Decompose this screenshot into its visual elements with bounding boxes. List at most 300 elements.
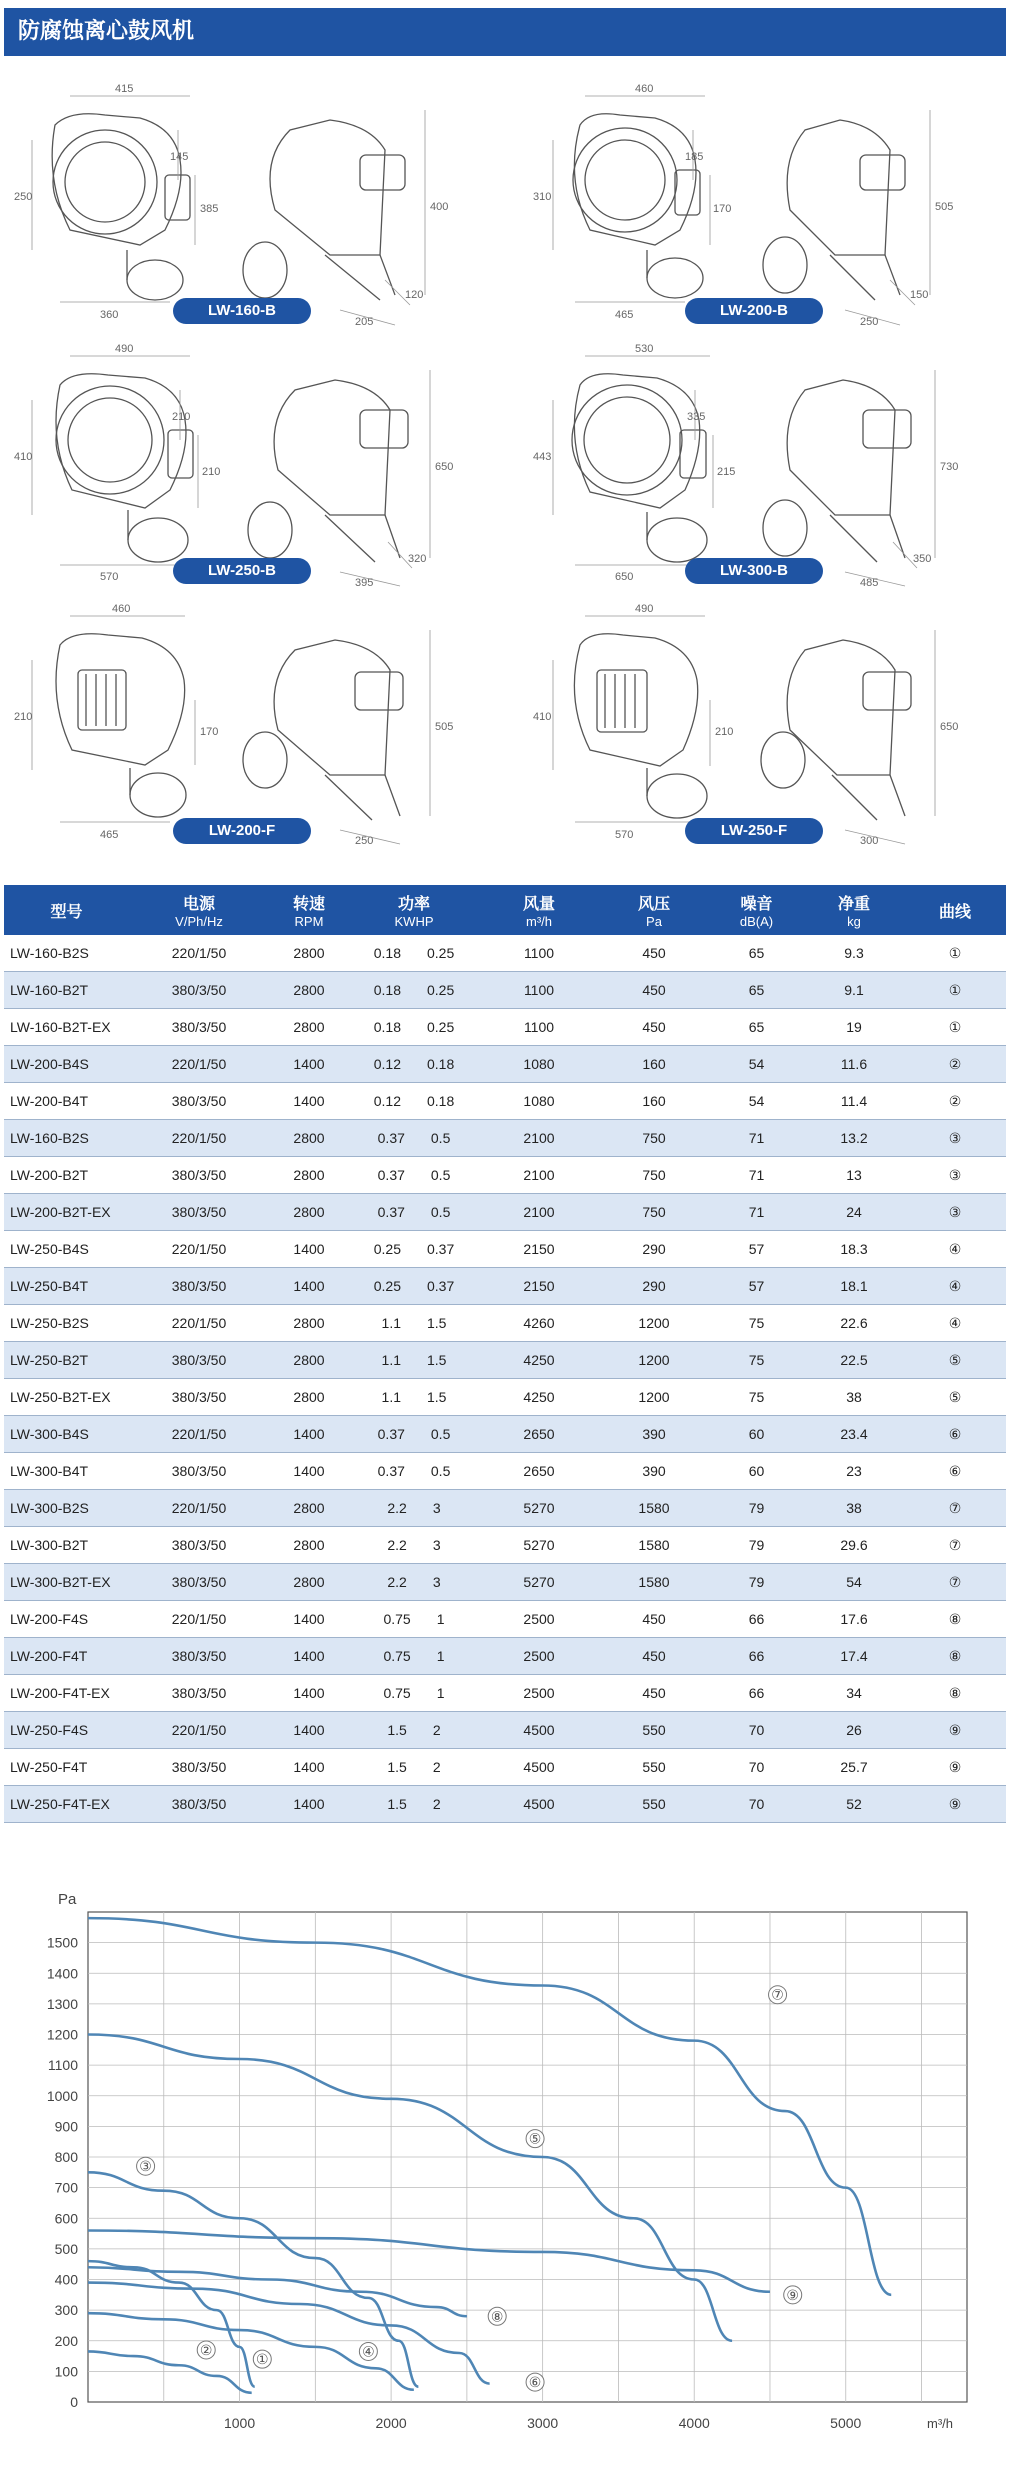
cell-rpm: 1400 — [269, 1268, 349, 1305]
cell-kw: 0.75 — [383, 1685, 411, 1701]
cell-model: LW-300-B2T — [4, 1527, 129, 1564]
cell-rpm: 1400 — [269, 1416, 349, 1453]
cell-kg: 23.4 — [804, 1416, 904, 1453]
cell-supply: 380/3/50 — [129, 1157, 269, 1194]
cell-pa: 1200 — [599, 1305, 709, 1342]
dim-label: 250 — [860, 316, 879, 328]
cell-kg: 52 — [804, 1786, 904, 1823]
cell-db: 57 — [709, 1231, 804, 1268]
cell-flow: 2100 — [479, 1120, 599, 1157]
page-title: 防腐蚀离心鼓风机 — [4, 8, 1006, 56]
dim-label: 385 — [200, 203, 219, 215]
cell-curve: ③ — [904, 1194, 1006, 1231]
dim-label: 335 — [687, 411, 706, 423]
cell-rpm: 1400 — [269, 1083, 349, 1120]
cell-supply: 220/1/50 — [129, 1305, 269, 1342]
spec-table — [4, 885, 1006, 1823]
cell-db: 57 — [709, 1268, 804, 1305]
cell-db: 60 — [709, 1416, 804, 1453]
cell-rpm: 1400 — [269, 1046, 349, 1083]
cell-model: LW-250-B4S — [4, 1231, 129, 1268]
curve-label: ④ — [362, 2344, 375, 2361]
cell-power — [349, 1268, 479, 1305]
cell-kg: 11.6 — [804, 1046, 904, 1083]
fan-drawing — [0, 70, 505, 330]
cell-power — [349, 1712, 479, 1749]
cell-kg: 25.7 — [804, 1749, 904, 1786]
cell-curve: ⑦ — [904, 1527, 1006, 1564]
drawing-cell-lw-300-b — [505, 330, 1010, 590]
cell-kw: 0.37 — [377, 1463, 405, 1479]
cell-kg: 18.3 — [804, 1231, 904, 1268]
cell-hp: 1.5 — [427, 1352, 447, 1368]
cell-hp: 1.5 — [427, 1315, 447, 1331]
cell-supply: 220/1/50 — [129, 1231, 269, 1268]
y-tick-label: 400 — [54, 2271, 78, 2288]
cell-hp: 3 — [432, 1500, 441, 1516]
drawing-cell-lw-200-f — [0, 590, 505, 850]
dim-label: 485 — [860, 577, 879, 589]
cell-rpm: 2800 — [269, 1009, 349, 1046]
curve-label: ⑧ — [490, 2309, 504, 2326]
cell-rpm: 2800 — [269, 1194, 349, 1231]
cell-hp: 0.5 — [430, 1463, 451, 1479]
table-row — [4, 1638, 1006, 1675]
cell-hp: 1 — [436, 1611, 445, 1627]
y-tick-label: 700 — [54, 2179, 78, 2196]
cell-supply: 380/3/50 — [129, 1268, 269, 1305]
cell-pa: 1200 — [599, 1342, 709, 1379]
table-row — [4, 1453, 1006, 1490]
cell-kg: 38 — [804, 1490, 904, 1527]
cell-model: LW-300-B2T-EX — [4, 1564, 129, 1601]
cell-power — [349, 1305, 479, 1342]
curve-label: ⑥ — [528, 2375, 542, 2392]
cell-db: 65 — [709, 972, 804, 1009]
y-tick-label: 600 — [54, 2210, 78, 2227]
cell-model: LW-300-B4S — [4, 1416, 129, 1453]
table-row — [4, 1379, 1006, 1416]
cell-rpm: 1400 — [269, 1749, 349, 1786]
cell-kg: 17.6 — [804, 1601, 904, 1638]
cell-curve: ② — [904, 1046, 1006, 1083]
cell-pa: 1200 — [599, 1379, 709, 1416]
cell-pa: 750 — [599, 1157, 709, 1194]
cell-db: 54 — [709, 1046, 804, 1083]
y-axis-label: Pa — [58, 1891, 77, 1908]
cell-supply: 380/3/50 — [129, 1194, 269, 1231]
cell-pa: 450 — [599, 972, 709, 1009]
table-row — [4, 1601, 1006, 1638]
cell-kg: 9.1 — [804, 972, 904, 1009]
cell-power — [349, 1527, 479, 1564]
cell-flow: 1100 — [479, 972, 599, 1009]
cell-db: 60 — [709, 1453, 804, 1490]
cell-kw: 2.2 — [387, 1537, 407, 1553]
cell-model: LW-250-B2T — [4, 1342, 129, 1379]
dim-label: 120 — [405, 289, 424, 301]
dim-label: 310 — [533, 191, 552, 203]
cell-supply: 380/3/50 — [129, 1564, 269, 1601]
cell-pa: 750 — [599, 1194, 709, 1231]
dim-label: 210 — [172, 411, 191, 423]
cell-curve: ⑨ — [904, 1712, 1006, 1749]
cell-kg: 38 — [804, 1379, 904, 1416]
cell-curve: ② — [904, 1083, 1006, 1120]
header-curve: 曲线 — [904, 885, 1006, 935]
cell-kw: 0.75 — [383, 1648, 411, 1664]
cell-rpm: 2800 — [269, 1305, 349, 1342]
cell-kw: 1.5 — [387, 1759, 407, 1775]
drawing-cell-lw-160-b — [0, 70, 505, 330]
cell-supply: 380/3/50 — [129, 1083, 269, 1120]
cell-curve: ④ — [904, 1268, 1006, 1305]
cell-kg: 54 — [804, 1564, 904, 1601]
cell-pa: 450 — [599, 1601, 709, 1638]
cell-kg: 13 — [804, 1157, 904, 1194]
cell-power — [349, 1675, 479, 1712]
cell-hp: 0.5 — [430, 1130, 451, 1146]
cell-db: 71 — [709, 1120, 804, 1157]
table-row — [4, 1046, 1006, 1083]
cell-curve: ④ — [904, 1231, 1006, 1268]
cell-kg: 18.1 — [804, 1268, 904, 1305]
drawing-cell-lw-250-f — [505, 590, 1010, 850]
cell-supply: 380/3/50 — [129, 1786, 269, 1823]
cell-flow: 2500 — [479, 1601, 599, 1638]
y-tick-label: 800 — [54, 2149, 78, 2165]
cell-flow: 2150 — [479, 1231, 599, 1268]
cell-model: LW-250-F4S — [4, 1712, 129, 1749]
dim-label: 210 — [14, 711, 33, 723]
dim-label: 150 — [910, 289, 929, 301]
dim-label: 650 — [615, 571, 634, 583]
fan-drawing — [0, 590, 505, 850]
cell-db: 71 — [709, 1157, 804, 1194]
cell-rpm: 2800 — [269, 1157, 349, 1194]
product-drawings-grid — [0, 70, 1010, 850]
cell-flow: 2650 — [479, 1453, 599, 1490]
cell-power — [349, 935, 479, 972]
table-row — [4, 1527, 1006, 1564]
cell-rpm: 2800 — [269, 972, 349, 1009]
cell-power — [349, 1490, 479, 1527]
x-tick-label: 2000 — [375, 2415, 407, 2431]
table-row — [4, 1009, 1006, 1046]
table-row — [4, 1268, 1006, 1305]
cell-kw: 1.1 — [381, 1389, 401, 1405]
cell-pa: 450 — [599, 935, 709, 972]
cell-hp: 0.5 — [430, 1204, 451, 1220]
cell-kw: 0.37 — [377, 1130, 405, 1146]
cell-curve: ⑨ — [904, 1749, 1006, 1786]
curve-label: ⑨ — [786, 2287, 799, 2304]
cell-rpm: 1400 — [269, 1231, 349, 1268]
dim-label: 400 — [430, 201, 449, 213]
header-model: 型号 — [4, 885, 129, 935]
table-row — [4, 1416, 1006, 1453]
cell-flow: 4500 — [479, 1712, 599, 1749]
curve-label: ③ — [139, 2159, 152, 2176]
cell-supply: 380/3/50 — [129, 1379, 269, 1416]
dim-label: 250 — [355, 835, 374, 847]
cell-pa: 450 — [599, 1009, 709, 1046]
x-axis-label: m³/h — [927, 2416, 953, 2431]
cell-power — [349, 1194, 479, 1231]
cell-hp: 0.5 — [430, 1426, 451, 1442]
cell-flow: 5270 — [479, 1490, 599, 1527]
cell-kw: 0.12 — [373, 1056, 401, 1072]
cell-hp: 0.18 — [427, 1056, 455, 1072]
dim-label: 530 — [635, 343, 654, 355]
cell-curve: ⑥ — [904, 1453, 1006, 1490]
cell-rpm: 2800 — [269, 1120, 349, 1157]
cell-hp: 0.18 — [427, 1093, 455, 1109]
cell-rpm: 1400 — [269, 1638, 349, 1675]
cell-curve: ① — [904, 935, 1006, 972]
cell-curve: ⑧ — [904, 1675, 1006, 1712]
dim-label: 210 — [715, 726, 734, 738]
cell-pa: 390 — [599, 1416, 709, 1453]
x-tick-label: 3000 — [527, 2415, 559, 2431]
cell-flow: 1080 — [479, 1046, 599, 1083]
cell-rpm: 1400 — [269, 1786, 349, 1823]
table-header-row — [4, 885, 1006, 935]
cell-flow: 2500 — [479, 1675, 599, 1712]
dim-label: 410 — [533, 711, 552, 723]
cell-kw: 1.1 — [381, 1352, 401, 1368]
cell-curve: ③ — [904, 1157, 1006, 1194]
dim-label: 505 — [935, 201, 954, 213]
table-row — [4, 1749, 1006, 1786]
model-label: LW-160-B — [173, 298, 311, 324]
cell-kw: 1.1 — [381, 1315, 401, 1331]
cell-db: 75 — [709, 1342, 804, 1379]
cell-kg: 26 — [804, 1712, 904, 1749]
model-label: LW-300-B — [685, 558, 823, 584]
cell-rpm: 1400 — [269, 1453, 349, 1490]
table-row — [4, 1083, 1006, 1120]
model-label: LW-200-B — [685, 298, 823, 324]
dim-label: 215 — [717, 466, 736, 478]
cell-kw: 1.5 — [387, 1796, 407, 1812]
model-label: LW-250-B — [173, 558, 311, 584]
cell-flow: 4260 — [479, 1305, 599, 1342]
cell-db: 75 — [709, 1379, 804, 1416]
table-row — [4, 1675, 1006, 1712]
dim-label: 460 — [112, 603, 131, 615]
cell-model: LW-200-B2T — [4, 1157, 129, 1194]
cell-pa: 1580 — [599, 1490, 709, 1527]
y-tick-label: 1300 — [46, 1995, 78, 2012]
cell-power — [349, 972, 479, 1009]
cell-curve: ⑦ — [904, 1490, 1006, 1527]
cell-rpm: 2800 — [269, 1564, 349, 1601]
cell-rpm: 2800 — [269, 1490, 349, 1527]
cell-kg: 24 — [804, 1194, 904, 1231]
cell-db: 54 — [709, 1083, 804, 1120]
header-weight: 净重 kg — [804, 885, 904, 935]
dim-label: 170 — [713, 203, 732, 215]
cell-kw: 0.18 — [373, 1019, 401, 1035]
cell-curve: ① — [904, 972, 1006, 1009]
cell-power — [349, 1416, 479, 1453]
y-tick-label: 1200 — [46, 2026, 78, 2043]
cell-supply: 380/3/50 — [129, 1638, 269, 1675]
cell-kg: 23 — [804, 1453, 904, 1490]
cell-kg: 11.4 — [804, 1083, 904, 1120]
cell-flow: 2150 — [479, 1268, 599, 1305]
cell-supply: 220/1/50 — [129, 1601, 269, 1638]
cell-model: LW-200-F4T-EX — [4, 1675, 129, 1712]
cell-pa: 1580 — [599, 1527, 709, 1564]
cell-hp: 1.5 — [427, 1389, 447, 1405]
cell-model: LW-200-B4T — [4, 1083, 129, 1120]
cell-curve: ④ — [904, 1305, 1006, 1342]
cell-rpm: 2800 — [269, 1527, 349, 1564]
cell-hp: 0.37 — [427, 1241, 455, 1257]
cell-pa: 450 — [599, 1638, 709, 1675]
dim-label: 250 — [14, 191, 33, 203]
dim-label: 350 — [913, 553, 932, 565]
cell-flow: 2100 — [479, 1157, 599, 1194]
cell-curve: ⑤ — [904, 1342, 1006, 1379]
cell-kw: 0.25 — [373, 1241, 401, 1257]
cell-kw: 0.18 — [373, 945, 401, 961]
table-row — [4, 1194, 1006, 1231]
cell-flow: 4500 — [479, 1749, 599, 1786]
cell-power — [349, 1453, 479, 1490]
cell-db: 75 — [709, 1305, 804, 1342]
dim-label: 650 — [435, 461, 454, 473]
cell-model: LW-300-B2S — [4, 1490, 129, 1527]
cell-curve: ⑧ — [904, 1601, 1006, 1638]
fan-drawing — [505, 70, 1010, 330]
dim-label: 360 — [100, 309, 119, 321]
cell-kw: 0.37 — [377, 1426, 405, 1442]
cell-db: 79 — [709, 1564, 804, 1601]
cell-model: LW-200-F4S — [4, 1601, 129, 1638]
cell-pa: 290 — [599, 1268, 709, 1305]
cell-kw: 0.37 — [377, 1204, 405, 1220]
cell-db: 79 — [709, 1490, 804, 1527]
fan-drawing — [505, 330, 1010, 590]
cell-kg: 17.4 — [804, 1638, 904, 1675]
model-label: LW-200-F — [173, 818, 311, 844]
header-airflow: 风量 m³/h — [479, 885, 599, 935]
cell-supply: 220/1/50 — [129, 935, 269, 972]
cell-pa: 160 — [599, 1046, 709, 1083]
cell-hp: 1 — [436, 1648, 445, 1664]
cell-power — [349, 1009, 479, 1046]
cell-power — [349, 1120, 479, 1157]
cell-model: LW-300-B4T — [4, 1453, 129, 1490]
dim-label: 460 — [635, 83, 654, 95]
cell-supply: 220/1/50 — [129, 1712, 269, 1749]
table-row — [4, 1342, 1006, 1379]
cell-power — [349, 1083, 479, 1120]
cell-curve: ⑤ — [904, 1379, 1006, 1416]
y-tick-label: 1000 — [46, 2087, 78, 2104]
cell-flow: 4250 — [479, 1379, 599, 1416]
cell-hp: 0.37 — [427, 1278, 455, 1294]
cell-db: 70 — [709, 1749, 804, 1786]
cell-kw: 1.5 — [387, 1722, 407, 1738]
cell-flow: 5270 — [479, 1564, 599, 1601]
cell-kw: 0.75 — [383, 1611, 411, 1627]
cell-supply: 380/3/50 — [129, 1453, 269, 1490]
cell-hp: 2 — [432, 1722, 441, 1738]
cell-supply: 220/1/50 — [129, 1416, 269, 1453]
cell-supply: 220/1/50 — [129, 1490, 269, 1527]
table-row — [4, 1786, 1006, 1823]
cell-curve: ⑥ — [904, 1416, 1006, 1453]
cell-rpm: 1400 — [269, 1675, 349, 1712]
cell-flow: 4500 — [479, 1786, 599, 1823]
table-row — [4, 1712, 1006, 1749]
cell-kg: 13.2 — [804, 1120, 904, 1157]
cell-kg: 22.5 — [804, 1342, 904, 1379]
curve-label: ① — [256, 2352, 269, 2369]
table-row — [4, 1120, 1006, 1157]
performance-curve-chart — [0, 1860, 1010, 2460]
cell-hp: 3 — [432, 1537, 441, 1553]
cell-model: LW-250-B2T-EX — [4, 1379, 129, 1416]
cell-hp: 0.25 — [427, 945, 455, 961]
cell-supply: 380/3/50 — [129, 972, 269, 1009]
dim-label: 570 — [100, 571, 119, 583]
cell-kw: 0.25 — [373, 1278, 401, 1294]
cell-curve: ① — [904, 1009, 1006, 1046]
x-tick-label: 1000 — [223, 2415, 256, 2431]
table-row — [4, 1231, 1006, 1268]
header-pressure: 风压 Pa — [599, 885, 709, 935]
dim-label: 410 — [14, 451, 33, 463]
fan-drawing — [0, 330, 505, 590]
cell-db: 65 — [709, 1009, 804, 1046]
cell-power — [349, 1749, 479, 1786]
cell-supply: 380/3/50 — [129, 1675, 269, 1712]
dim-label: 490 — [115, 343, 134, 355]
dim-label: 205 — [355, 316, 374, 328]
cell-model: LW-250-F4T — [4, 1749, 129, 1786]
cell-db: 66 — [709, 1601, 804, 1638]
dim-label: 145 — [170, 151, 189, 163]
y-tick-label: 1500 — [46, 1934, 78, 1951]
y-tick-label: 1100 — [47, 2057, 78, 2074]
cell-db: 65 — [709, 935, 804, 972]
table-row — [4, 935, 1006, 972]
cell-kw: 2.2 — [387, 1574, 407, 1590]
dim-label: 185 — [685, 151, 704, 163]
cell-power — [349, 1564, 479, 1601]
cell-model: LW-200-B4S — [4, 1046, 129, 1083]
y-tick-label: 500 — [54, 2240, 78, 2257]
cell-power — [349, 1157, 479, 1194]
dim-label: 490 — [635, 603, 654, 615]
dim-label: 650 — [940, 721, 959, 733]
dim-label: 465 — [615, 309, 634, 321]
cell-rpm: 1400 — [269, 1712, 349, 1749]
cell-supply: 220/1/50 — [129, 1046, 269, 1083]
cell-pa: 550 — [599, 1712, 709, 1749]
cell-supply: 380/3/50 — [129, 1009, 269, 1046]
y-tick-label: 200 — [54, 2332, 78, 2349]
cell-model: LW-200-B2T-EX — [4, 1194, 129, 1231]
header-noise: 噪音 dB(A) — [709, 885, 804, 935]
cell-power — [349, 1231, 479, 1268]
cell-supply: 380/3/50 — [129, 1527, 269, 1564]
